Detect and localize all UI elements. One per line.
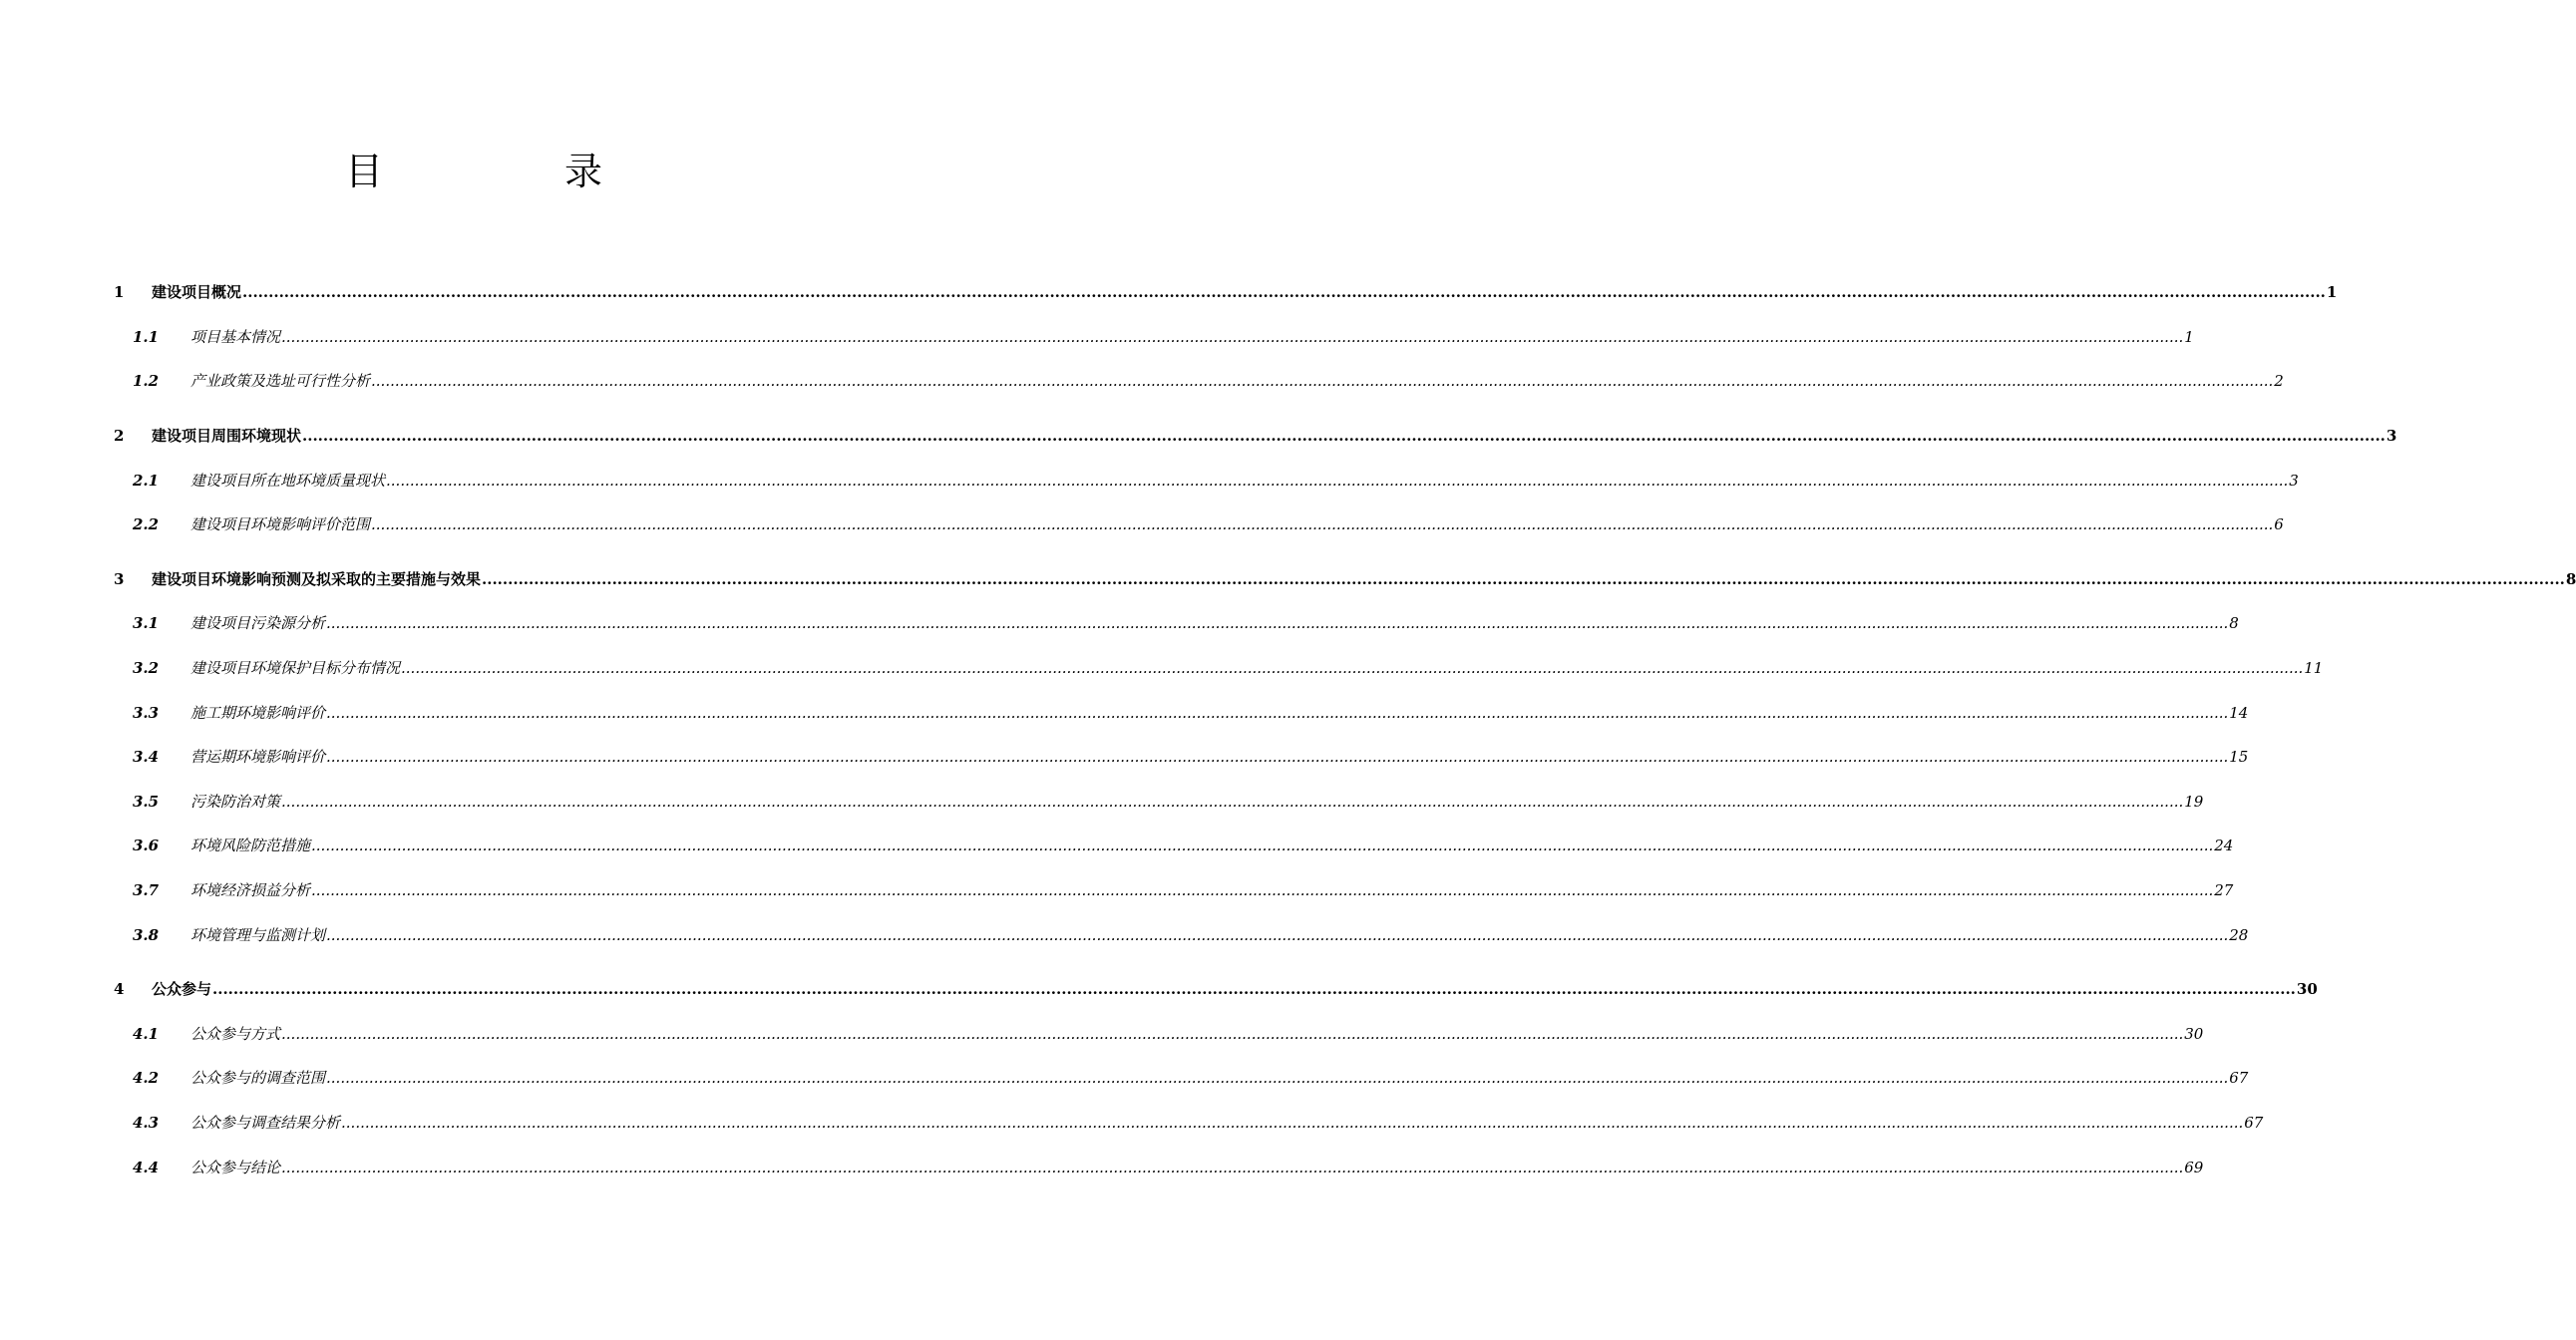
toc-entry-title: 环境风险防范措施 xyxy=(190,837,311,854)
toc-section-row[interactable] xyxy=(0,878,2234,902)
toc-entry-title: 项目基本情况 xyxy=(190,328,281,346)
toc-chapter-row[interactable] xyxy=(0,977,2318,1001)
toc-entry-link[interactable] xyxy=(190,369,2284,393)
toc-entry-number: 2.2 xyxy=(133,515,160,533)
toc-entry-title: 建设项目环境保护目标分布情况 xyxy=(190,659,401,677)
toc-dot-leader: ................................................................................................................................................................................................................................................................................................................................................................................................................ xyxy=(326,614,2229,632)
toc-section-row[interactable] xyxy=(0,369,2284,393)
toc-page-number: 8 xyxy=(2229,614,2239,632)
toc-entry-number: 1 xyxy=(114,283,125,301)
toc-entry-number: 4 xyxy=(114,980,125,998)
toc-chapter-row[interactable] xyxy=(0,567,2576,591)
toc-entry-title: 污染防治对策 xyxy=(190,793,281,811)
toc-chapter-row[interactable] xyxy=(0,424,2397,448)
toc-entry-number: 4.1 xyxy=(133,1025,160,1043)
toc-entry-link[interactable] xyxy=(190,1022,2204,1046)
toc-entry-link[interactable] xyxy=(190,745,2249,769)
toc-dot-leader: ................................................................................................................................................................................................................................................................................................................................................................................................................ xyxy=(326,748,2229,766)
toc-section-row[interactable] xyxy=(0,611,2239,635)
toc-dot-leader: ................................................................................................................................................................................................................................................................................................................................................................................................................ xyxy=(281,1025,2184,1043)
toc-page-number: 30 xyxy=(2296,980,2318,998)
toc-entry-number: 3 xyxy=(114,570,125,588)
toc-dot-leader: ................................................................................................................................................................................................................................................................................................................................................................................................................ xyxy=(482,570,2565,588)
toc-page-number: 1 xyxy=(2326,283,2338,301)
toc-page-number: 1 xyxy=(2184,328,2194,346)
toc-entry-link[interactable] xyxy=(190,834,2234,857)
toc-entry-number: 4.4 xyxy=(133,1159,160,1176)
toc-section-row[interactable] xyxy=(0,656,2324,680)
toc-section-row[interactable] xyxy=(0,1111,2264,1135)
toc-section-row[interactable] xyxy=(0,1022,2204,1046)
toc-dot-leader: ................................................................................................................................................................................................................................................................................................................................................................................................................ xyxy=(281,1159,2184,1176)
toc-page-number: 6 xyxy=(2274,515,2284,533)
toc-entry-link[interactable] xyxy=(190,656,2324,680)
toc-dot-leader: ................................................................................................................................................................................................................................................................................................................................................................................................................ xyxy=(326,1069,2229,1087)
toc-dot-leader: ................................................................................................................................................................................................................................................................................................................................................................................................................ xyxy=(371,515,2274,533)
toc-entry-link[interactable] xyxy=(190,1156,2204,1179)
toc-entry-link[interactable] xyxy=(152,567,2576,591)
toc-entry-title: 施工期环境影响评价 xyxy=(190,704,326,722)
toc-entry-link[interactable] xyxy=(190,1111,2264,1135)
toc-page-number: 27 xyxy=(2214,881,2234,899)
toc-section-row[interactable] xyxy=(0,701,2249,725)
toc-section-row[interactable] xyxy=(0,923,2249,947)
toc-entry-number: 3.1 xyxy=(133,614,160,632)
toc-entry-link[interactable] xyxy=(190,611,2239,635)
toc-dot-leader: ................................................................................................................................................................................................................................................................................................................................................................................................................ xyxy=(311,837,2214,854)
toc-entry-title: 公众参与结论 xyxy=(190,1159,281,1176)
toc-dot-leader: ................................................................................................................................................................................................................................................................................................................................................................................................................ xyxy=(212,980,2296,998)
toc-entry-number: 4.3 xyxy=(133,1114,160,1132)
toc-entry-number: 2.1 xyxy=(133,472,160,490)
toc-section-row[interactable] xyxy=(0,1156,2204,1179)
toc-section-row[interactable] xyxy=(0,834,2234,857)
toc-entry-title: 建设项目概况 xyxy=(152,283,242,301)
toc-entry-number: 2 xyxy=(114,427,125,445)
toc-entry-title: 公众参与方式 xyxy=(190,1025,281,1043)
toc-entry-number: 3.6 xyxy=(133,837,160,854)
toc-page-number: 14 xyxy=(2229,704,2249,722)
toc-entry-title: 公众参与 xyxy=(152,980,212,998)
toc-entry-link[interactable] xyxy=(152,280,2338,304)
toc-page-number: 15 xyxy=(2229,748,2249,766)
toc-dot-leader: ................................................................................................................................................................................................................................................................................................................................................................................................................ xyxy=(281,793,2184,811)
toc-page-number: 8 xyxy=(2565,570,2576,588)
toc-page-number: 24 xyxy=(2214,837,2234,854)
toc-entry-title: 营运期环境影响评价 xyxy=(190,748,326,766)
toc-entry-link[interactable] xyxy=(190,469,2299,493)
toc-entry-link[interactable] xyxy=(152,977,2318,1001)
toc-section-row[interactable] xyxy=(0,1066,2249,1090)
toc-entry-link[interactable] xyxy=(190,512,2284,536)
toc-entry-title: 产业政策及选址可行性分析 xyxy=(190,372,371,390)
toc-entry-number: 1.2 xyxy=(133,372,160,390)
toc-entry-title: 公众参与的调查范围 xyxy=(190,1069,326,1087)
toc-entry-link[interactable] xyxy=(190,1066,2249,1090)
toc-entry-link[interactable] xyxy=(190,325,2194,349)
toc-entry-link[interactable] xyxy=(190,878,2234,902)
toc-entry-number: 3.3 xyxy=(133,704,160,722)
toc-entry-title: 建设项目所在地环境质量现状 xyxy=(190,472,386,490)
toc-entry-number: 3.8 xyxy=(133,926,160,944)
toc-section-row[interactable] xyxy=(0,745,2249,769)
toc-dot-leader: ................................................................................................................................................................................................................................................................................................................................................................................................................ xyxy=(311,881,2214,899)
toc-page-number: 19 xyxy=(2184,793,2204,811)
toc-entry-title: 建设项目环境影响评价范围 xyxy=(190,515,371,533)
toc-entry-title: 环境管理与监测计划 xyxy=(190,926,326,944)
toc-page-number: 11 xyxy=(2304,659,2324,677)
toc-entry-title: 环境经济损益分析 xyxy=(190,881,311,899)
toc-entry-number: 4.2 xyxy=(133,1069,160,1087)
toc-entry-title: 建设项目周围环境现状 xyxy=(152,427,302,445)
toc-chapter-row[interactable] xyxy=(0,280,2338,304)
toc-dot-leader: ................................................................................................................................................................................................................................................................................................................................................................................................................ xyxy=(341,1114,2244,1132)
toc-entry-number: 3.5 xyxy=(133,793,160,811)
toc-section-row[interactable] xyxy=(0,469,2299,493)
toc-dot-leader: ................................................................................................................................................................................................................................................................................................................................................................................................................ xyxy=(326,704,2229,722)
toc-dot-leader: ................................................................................................................................................................................................................................................................................................................................................................................................................ xyxy=(371,372,2274,390)
toc-entry-title: 建设项目环境影响预测及拟采取的主要措施与效果 xyxy=(152,570,482,588)
toc-entry-title: 建设项目污染源分析 xyxy=(190,614,326,632)
toc-page-number: 30 xyxy=(2184,1025,2204,1043)
toc-dot-leader: ................................................................................................................................................................................................................................................................................................................................................................................................................ xyxy=(302,427,2386,445)
toc-page-number: 3 xyxy=(2386,427,2397,445)
toc-page-number: 3 xyxy=(2289,472,2299,490)
toc-entry-link[interactable] xyxy=(190,701,2249,725)
toc-entry-title: 公众参与调查结果分析 xyxy=(190,1114,341,1132)
toc-section-row[interactable] xyxy=(0,512,2284,536)
toc-page-number: 69 xyxy=(2184,1159,2204,1176)
toc-section-row[interactable] xyxy=(0,790,2204,814)
toc-page-number: 2 xyxy=(2274,372,2284,390)
toc-dot-leader: ................................................................................................................................................................................................................................................................................................................................................................................................................ xyxy=(326,926,2229,944)
toc-page-number: 67 xyxy=(2229,1069,2249,1087)
page-title: 目 录 xyxy=(344,150,674,193)
toc-page-number: 28 xyxy=(2229,926,2249,944)
toc-entry-number: 1.1 xyxy=(133,328,160,346)
toc-dot-leader: ................................................................................................................................................................................................................................................................................................................................................................................................................ xyxy=(401,659,2304,677)
toc-entry-number: 3.2 xyxy=(133,659,160,677)
toc-entry-link[interactable] xyxy=(190,790,2204,814)
toc-entry-number: 3.7 xyxy=(133,881,160,899)
toc-entry-number: 3.4 xyxy=(133,748,160,766)
toc-dot-leader: ................................................................................................................................................................................................................................................................................................................................................................................................................ xyxy=(242,283,2326,301)
toc-dot-leader: ................................................................................................................................................................................................................................................................................................................................................................................................................ xyxy=(281,328,2184,346)
toc-entry-link[interactable] xyxy=(152,424,2397,448)
toc-page-number: 67 xyxy=(2244,1114,2264,1132)
toc-dot-leader: ................................................................................................................................................................................................................................................................................................................................................................................................................ xyxy=(386,472,2289,490)
toc-entry-link[interactable] xyxy=(190,923,2249,947)
toc-section-row[interactable] xyxy=(0,325,2194,349)
